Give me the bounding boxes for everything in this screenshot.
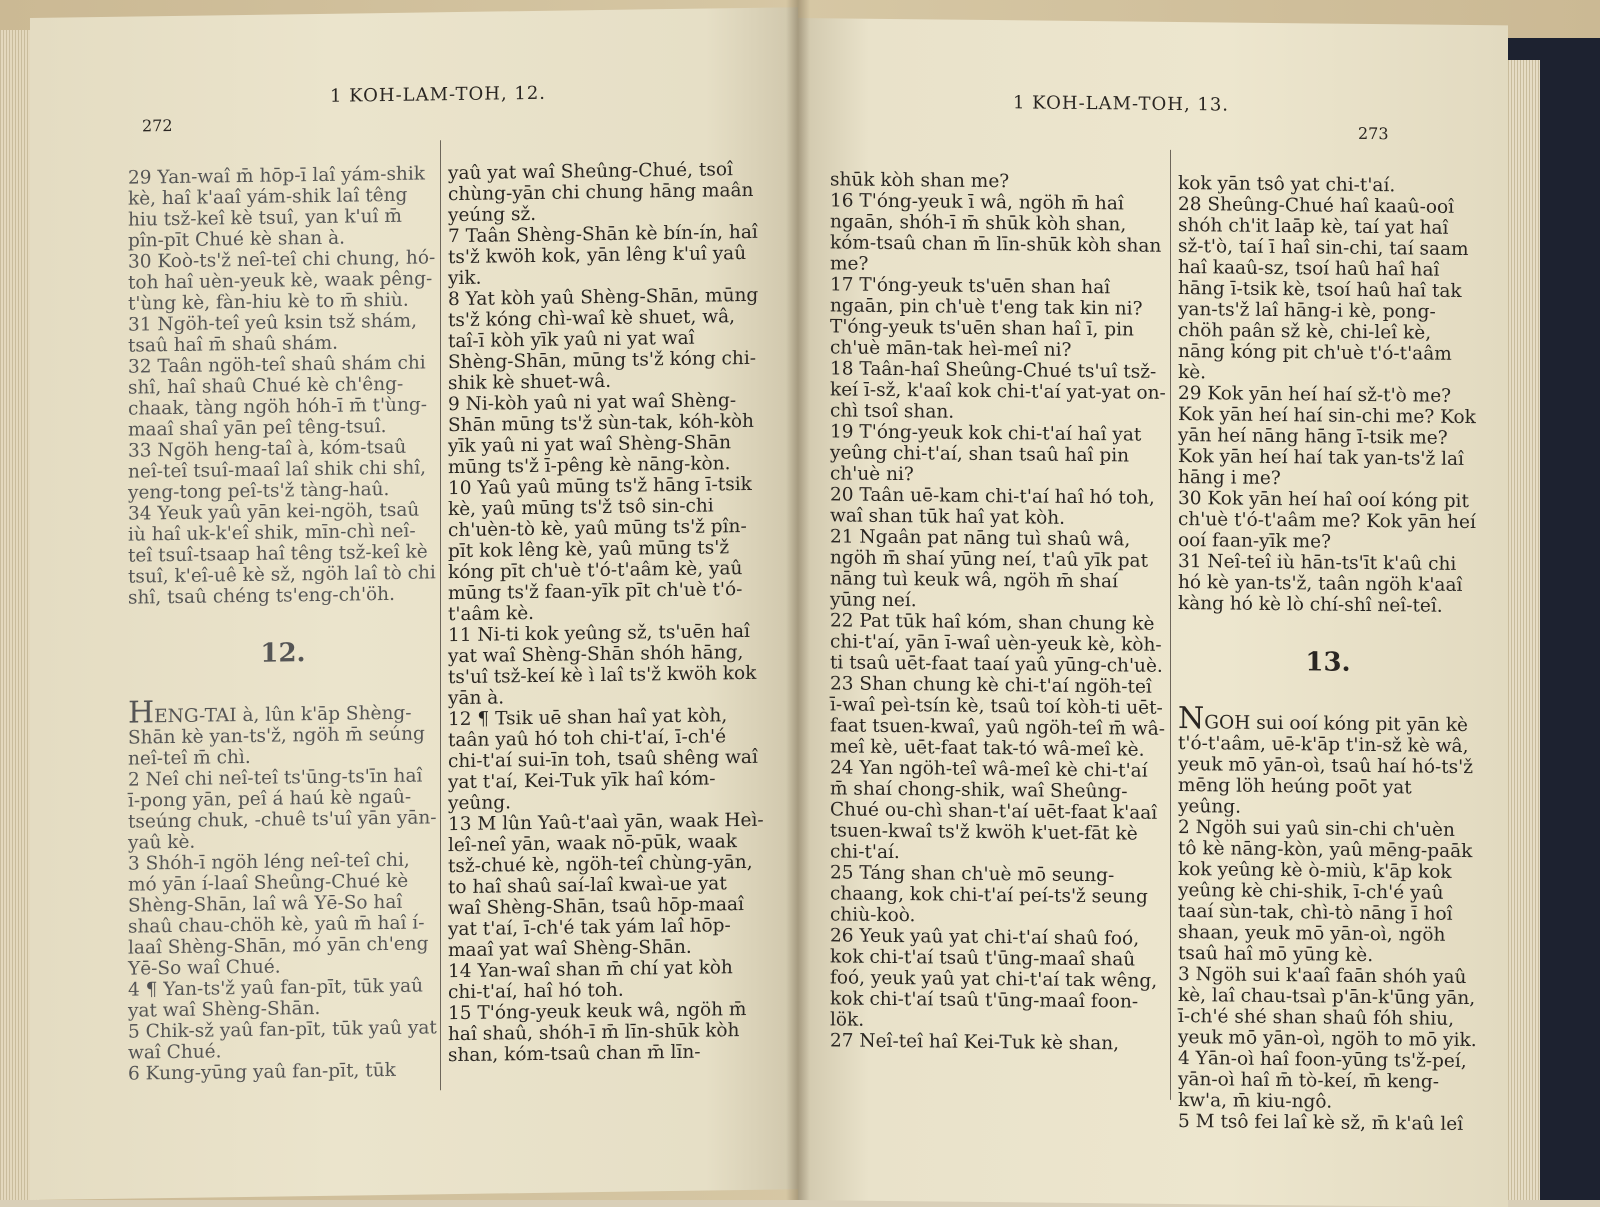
chapter-heading: 13. [1305, 647, 1351, 678]
running-head: 1 KOH-LAM-TOH, 13. [1013, 92, 1230, 116]
page-number: 272 [142, 116, 173, 136]
running-head: 1 KOH-LAM-TOH, 12. [330, 82, 547, 107]
verses-text: shūk kòh shan me? 16 T'óng-yeuk ī wâ, ngöh m̄ haî ngaān, shóh-ī m̄ shūk kòh shan, kóm-tsaû chan m̄ līn-shūk kòh shan me? 17 T'óng-yeuk ts'uēn shan haî ngaān, pin ch'uè t'eng tak kin ni? T'óng-yeuk ts'uēn shan haî ī, pin ch'uè mān-tak heì-meî ni? 18 Taân-haî Sheûng-Chué ts'uî tsž-keí ī-sž, k'aaî kok chi-t'aí yat-yat on-chì tsoî shan. 19 T'óng-yeuk kok chi-t'aí haî yat yeûng chi-t'aí, shan tsaû haî pin ch'uè ni? 20 Taân uē-kam chi-t'aí haî hó toh, waî shan tūk haî yat kòh. 21 Ngaân pat nāng tuì shaû wâ, ngöh m̄ shaí yūng neí, t'aû yīk pat nāng tuì keuk wâ, ngöh m̄ shaí yūng neí. 22 Pat tūk haî kóm, shan chung kè chi-t'aí, yān ī-waî uèn-yeuk kè, kòh-ti tsaû uēt-faat taaí yaû yūng-ch'uè. 23 Shan chung kè chi-t'aí ngöh-teî ī-waî peì-tsín kè, tsaû toí kòh-ti uēt-faat tsuen-kwaî, yaû ngöh-teî m̄ wâ-meî kè, uēt-faat tak-tó wâ-meî kè. 24 Yan ngöh-teî wâ-meî kè chi-t'aí m̄ shaí chong-shik, waî Sheûng-Chué ou-chì shan-t'aí uēt-faat k'aaî tsuen-kwaî ts'ž kwöh k'uet-fāt kè chi-t'aí. 25 Táng shan ch'uè mō seung-chaang, kok chi-t'aí peí-ts'ž seung chiù-koò. 26 Yeuk yaû yat chi-t'aí shaû foó, kok chi-t'aí tsaû t'ūng-maaî shaû foó, yeuk yaû yat chi-t'aí tak wêng, kok chi-t'aí tsaû t'ūng-maaî foon-lök. 27 Neî-teî haî Kei-Tuk kè shan, [830, 169, 1166, 1055]
verses-chapter-12-end: 29 Yan-waî m̄ hōp-ī laî yám-shik kè, haî k'aaî yám-shik laî têng hiu tsž-keî kè tsuî, yan k'uî m̄ pîn-pīt Chué kè shan à. 30 Koò-ts'ž neî-teî chi chung, hó-toh haî uèn-yeuk kè, waak pêng-t'ùng kè, fàn-hiu kè to m̄ shiù. 31 Ngöh-teî yeû ksin tsž shám, tsaû haî m̄ shaû shám. 32 Taân ngöh-teî shaû shám chi shî, haî shaû Chué kè ch'êng-chaak, tàng ngöh hóh-ī m̄ t'ùng-maaî shaî yān peî têng-tsuî. 33 Ngöh heng-taî à, kóm-tsaû neî-teî tsuî-maaî laî shik chi shî, yeng-tong peî-ts'ž tàng-haû. 34 Yeuk yaû yān kei-ngöh, tsaû iù haî uk-k'eî shik, mīn-chì neî-teî tsuî-tsaap haî têng tsž-keî kè tsuî, k'eî-uê kè sž, ngöh laî tò chi shî, tsaû chéng ts'eng-ch'öh. [128, 163, 436, 609]
column-right [1178, 152, 1478, 1135]
chapter-opening [1178, 700, 1478, 1135]
verses-chapter-12-end: kok yān tsô yat chi-t'aí. 28 Sheûng-Chué haî kaaû-ooî shóh ch'it laāp kè, taí yat haî sž-t'ò, taí ī haî sin-chi, taí saam haî kaaû-sz, tsoí haû haî haî hāng ī-tsik kè, tsoí haû haî tak yan-ts'ž laî hāng-i kè, pong-chöh paân sž kè, chi-leî kè, nāng kóng pit ch'uè t'ó-t'aâm kè. 29 Kok yān heí haí sž-t'ò me? Kok yān heí haí sin-chi me? Kok yān heí nāng hāng ī-tsik me? Kok yān heí haí tak yan-ts'ž laî hāng i me? 30 Kok yān heí haî ooí kóng pit ch'uè t'ó-t'aâm me? Kok yān heí ooí faan-yīk me? 31 Neî-teî iù hān-ts'īt k'aû chi hó kè yan-ts'ž, taân ngöh k'aaî kàng hó kè lò chí-shî neî-teî. [1178, 172, 1476, 617]
chapter-text: ENG-TAI à, lûn k'āp Shèng-Shān kè yan-ts'ž, ngöh m̄ seúng neî-teî m̄ chì. 2 Neî chi neî-teî ts'ūng-ts'īn haî ī-pong yān, peî á haú kè ngaû-tseúng chuk, -chuê ts'uî yān yān-yaû kè. 3 Shóh-ī ngöh léng neî-teî chi, mó yān í-laaî Sheûng-Chué kè Shèng-Shān, laî wâ Yē-So haî shaû chau-chöh kè, yaû m̄ haî í-laaî Shèng-Shān, mó yān ch'eng Yē-So waî Chué. 4 ¶ Yan-ts'ž yaû fan-pīt, tūk yaû yat waî Shèng-Shān. 5 Chik-sž yaû fan-pīt, tūk yaû yat waî Chué. 6 Kung-yūng yaû fan-pīt, tūk [128, 702, 437, 1085]
chapter-opening [128, 695, 438, 1085]
left-page [30, 7, 798, 1200]
right-page [798, 18, 1508, 1207]
drop-cap: H [128, 695, 155, 731]
verses-text: yaû yat waî Sheûng-Chué, tsoî chùng-yān chi chung hāng maân yeúng sž. 7 Taân Shèng-Shān kè bín-ín, haî ts'ž kwöh kok, yān lêng k'uî yaû yik. 8 Yat kòh yaû Shèng-Shān, mūng ts'ž kóng chì-waî kè shuet, wâ, taî-ī kòh yīk yaû ni yat waî Shèng-Shān, mūng ts'ž kóng chi-shik kè shuet-wâ. 9 Ni-kòh yaû ni yat waî Shèng-Shān mūng ts'ž sùn-tak, kóh-kòh yīk yaû ni yat waî Shèng-Shān mūng ts'ž ī-pêng kè nāng-kòn. 10 Yaû yaû mūng ts'ž hāng ī-tsik kè, yaû mūng ts'ž tsô sin-chi ch'uèn-tò kè, yaû mūng ts'ž pîn-pīt kok lêng kè, yaû mūng ts'ž kóng pīt ch'uè t'ó-t'aâm kè, yaû mūng ts'ž faan-yīk pīt ch'uè t'ó-t'aâm kè. 11 Ni-ti kok yeûng sž, ts'uēn haî yat waî Shèng-Shān shóh hāng, ts'uî tsž-keí kè ì laî ts'ž kwöh kok yān à. 12 ¶ Tsik uē shan haî yat kòh, taân yaû hó toh chi-t'aí, ī-ch'é chi-t'aí sui-īn toh, tsaû shêng waî yat t'aí, Kei-Tuk yīk haî kóm-yeûng. 13 M lûn Yaû-t'aaì yān, waak Heì-leî-neî yān, waak nō-pūk, waak tsž-chué kè, ngöh-teî chùng-yān, to haî shaû saí-laî kwaì-ue yat waî Shèng-Shān, tsaû hōp-maaî yat t'aí, ī-ch'é tak yám laî hōp-maaî yat waî Shèng-Shān. 14 Yan-waî shan m̄ chí yat kòh chi-t'aí, haî hó toh. 15 T'óng-yeuk keuk wâ, ngöh m̄ haî shaû, shóh-ī m̄ līn-shūk kòh shan, kóm-tsaû chan m̄ līn- [448, 159, 764, 1067]
chapter-heading: 12. [260, 638, 306, 669]
column-rule [1170, 150, 1171, 1100]
drop-cap: N [1178, 700, 1205, 737]
column-right [448, 138, 764, 1092]
column-left [830, 148, 1166, 1102]
book-gutter [786, 0, 810, 1200]
column-rule [440, 140, 441, 1090]
chapter-text: GOH sui ooí kóng pit yān kè t'ó-t'aâm, uē-k'āp t'in-sž kè wâ, yeuk mō yān-oì, tsaû haí hó-ts'ž mēng löh heúng poōt yat yeûng. 2 Ngöh sui yaû sin-chi ch'uèn tô kè nāng-kòn, yaû mēng-paāk kok yeûng kè ò-miù, k'āp kok yeûng kè chi-shik, ī-ch'é yaû taaí sùn-tak, chì-tò nāng ī hoî shaan, yeuk mō yān-oì, ngöh tsaû haî mō yūng kè. 3 Ngöh sui k'aaî faān shóh yaû kè, laî chau-tsaì p'ān-k'ūng yān, ī-ch'é shé shan shaû fóh shiu, yeuk mō yān-oì, ngöh to mō yik. 4 Yān-oì haî foon-yūng ts'ž-peí, yān-oì haî m̄ tò-keí, m̄ keng-kw'a, m̄ kiu-ngô. 5 M tsô fei laî kè sž, m̄ k'aû leî [1178, 712, 1477, 1135]
page-number: 273 [1358, 123, 1389, 144]
column-left [128, 142, 438, 1096]
